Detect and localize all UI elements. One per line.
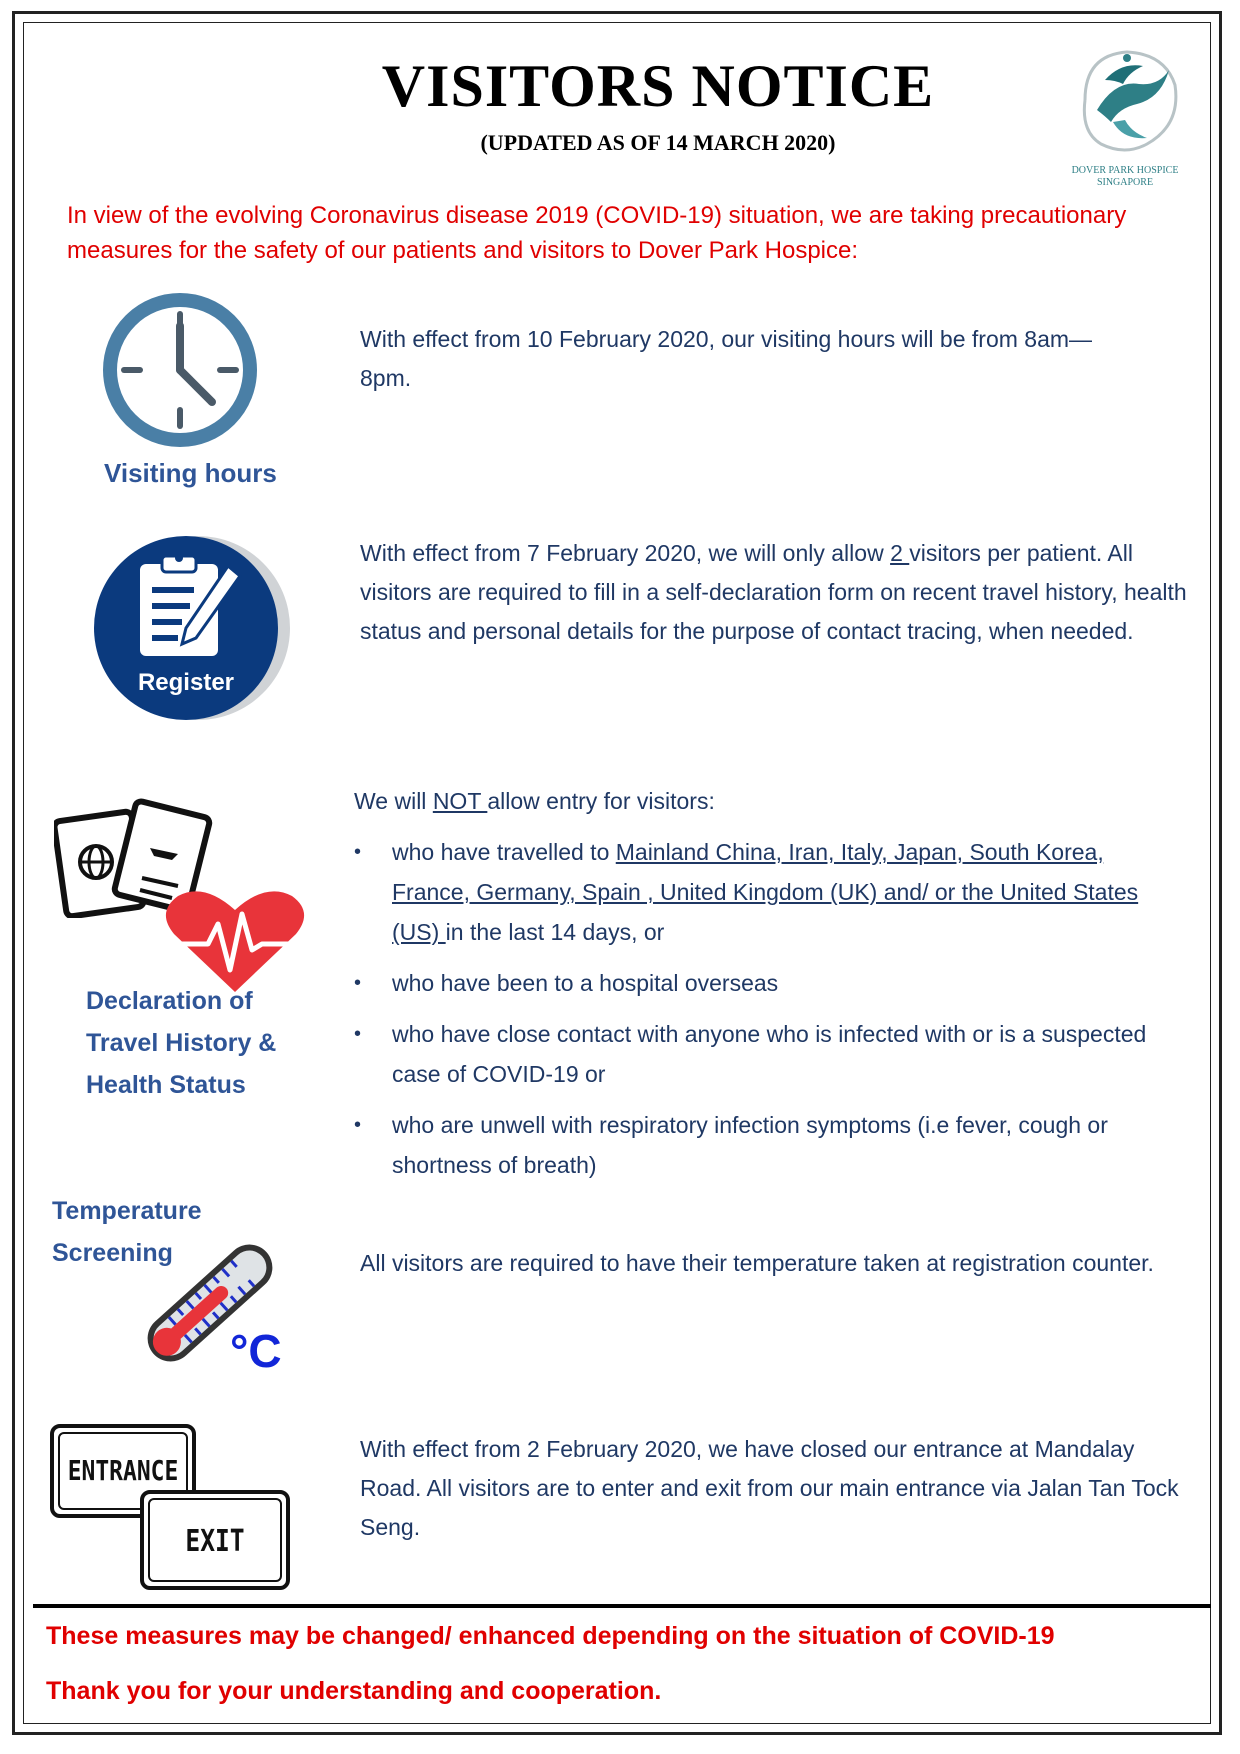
declaration-caption-line-3: Health Status bbox=[86, 1071, 246, 1099]
exit-sign bbox=[140, 1490, 290, 1590]
not-emphasis: NOT bbox=[432, 788, 488, 814]
list-item: • who have travelled to Mainland China, Iran, Italy, Japan, South Korea, France, Germany, Spain , United Kingdom (UK) and/ or the United States (US) in the last 14 days, or bbox=[354, 839, 1139, 945]
temperature-text bbox=[360, 1244, 1180, 1283]
register-badge-label: Register bbox=[137, 669, 235, 696]
visiting-hours-paragraph: With effect from 10 February 2020, our visiting hours will be from 8am—8pm. bbox=[360, 326, 1093, 391]
register-paragraph: With effect from 7 February 2020, we will only allow 2 visitors per patient. All visitors are required to fill in a self-declaration form on recent travel history, health status and personal details for the purpose of contact tracing, when needed. bbox=[360, 540, 1187, 644]
entrance-exit-signs-icon bbox=[50, 1424, 290, 1590]
register-text bbox=[360, 534, 1190, 651]
footer-notice: These measures may be changed/ enhanced depending on the situation of COVID-19 bbox=[46, 1622, 1055, 1650]
hospice-logo bbox=[1060, 40, 1190, 195]
exit-sign-label: EXIT bbox=[185, 1524, 245, 1559]
page-subtitle: (UPDATED AS OF 14 MARCH 2020) bbox=[480, 130, 836, 155]
intro-statement: In view of the evolving Coronavirus disease 2019 (COVID-19) situation, we are taking precautionary measures for the safety of our patients and visitors to Dover Park Hospice: bbox=[67, 202, 1127, 264]
restriction-list bbox=[354, 832, 1184, 1185]
visiting-hours-caption: Visiting hours bbox=[104, 458, 277, 488]
logo-dove-icon bbox=[1065, 40, 1185, 160]
entrance-paragraph: With effect from 2 February 2020, we have closed our entrance at Mandalay Road. All visitors are to enter and exit from our main entrance via Jalan Tan Tock Seng. bbox=[360, 1436, 1179, 1540]
visiting-hours-text bbox=[360, 320, 1120, 398]
register-icon bbox=[90, 534, 290, 724]
temperature-caption-line-2: Screening bbox=[52, 1239, 173, 1267]
celsius-label: °C bbox=[230, 1325, 282, 1377]
clock-icon bbox=[100, 290, 260, 450]
temperature-caption-line-1: Temperature bbox=[52, 1197, 202, 1225]
footer-divider bbox=[33, 1604, 1211, 1608]
declaration-caption-line-1: Declaration of bbox=[86, 987, 253, 1015]
page-title: VISITORS NOTICE bbox=[381, 53, 935, 119]
declaration-caption-line-2: Travel History & bbox=[86, 1029, 277, 1057]
country-list: Mainland China, Iran, Italy, Japan, South Korea, France, Germany, Spain , United Kingdom (UK) and/ or the United States (US) bbox=[392, 839, 1139, 945]
logo-country: SINGAPORE bbox=[1096, 177, 1154, 188]
temperature-paragraph: All visitors are required to have their temperature taken at registration counter. bbox=[360, 1250, 1154, 1276]
footer-thanks: Thank you for your understanding and cooperation. bbox=[46, 1677, 662, 1705]
list-item: • who are unwell with respiratory infection symptoms (i.e fever, cough or shortness of breath) bbox=[354, 1112, 1108, 1178]
list-item: • who have close contact with anyone who is infected with or is a suspected case of COVID-19 or bbox=[354, 1021, 1147, 1087]
entrance-sign-label: ENTRANCE bbox=[67, 1454, 179, 1487]
declaration-caption bbox=[86, 980, 276, 1106]
entrance-text bbox=[360, 1430, 1190, 1547]
list-item: • who have been to a hospital overseas bbox=[354, 970, 779, 996]
declaration-text bbox=[354, 782, 1184, 1185]
visitor-count: 2 bbox=[890, 540, 910, 566]
declaration-lead: We will NOT allow entry for visitors: bbox=[354, 788, 715, 814]
logo-name: DOVER PARK HOSPICE bbox=[1071, 165, 1179, 176]
